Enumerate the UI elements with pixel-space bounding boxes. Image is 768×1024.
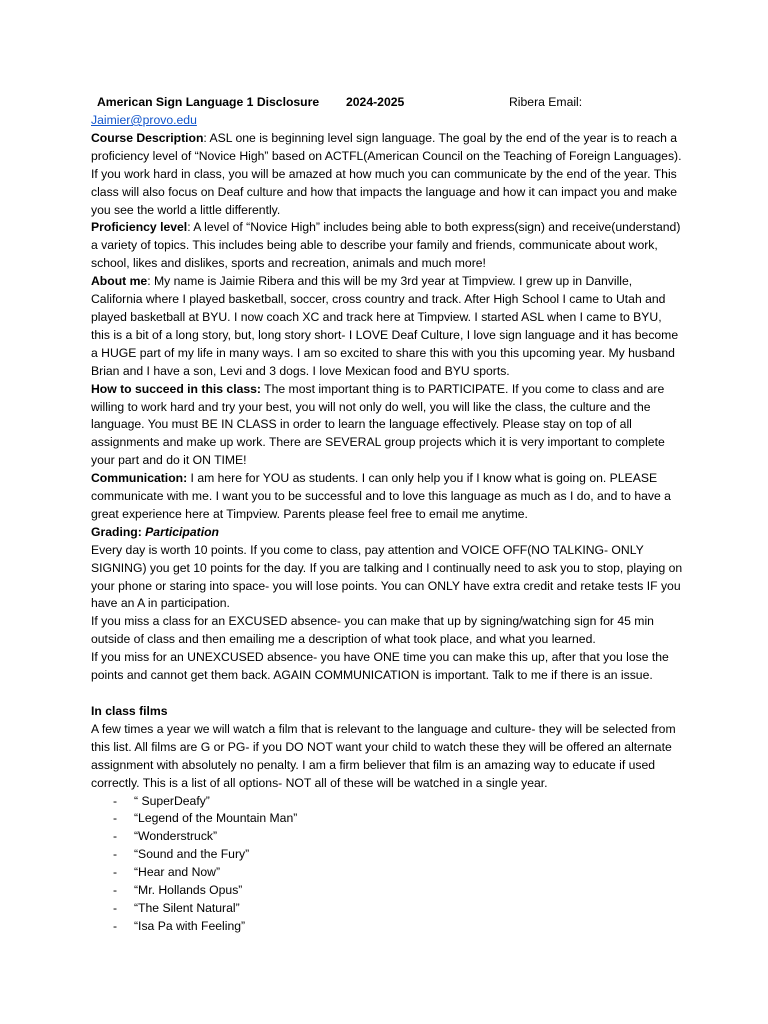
teacher-email-label: Ribera Email: [509,95,583,109]
grading-label: Grading: [91,524,142,539]
communication-text: I am here for YOU as students. I can only help you if I know what is going on. PLEASE communicate with me. I want you to be successful and to love this language as much as I do, and to have a great experience here at Timpview. Parents please feel free to email me anytime. [91,471,671,521]
course-title: American Sign Language 1 Disclosure [97,95,320,109]
film-title: “Isa Pa with Feeling” [134,918,246,933]
about-me-text: : My name is Jaimie Ribera and this will be my 3rd year at Timpview. I grew up in Danville, California where I played basketball, soccer, cross country and track. After High School I came to Utah and played basketball at BYU. I now coach XC and track here at Timpview. I started ASL when I came to BYU, this is a bit of a long story, but, long story short- I LOVE Deaf Culture, I love sign language and it has become a HUGE part of my life in many ways. I am so excited to share this with you this upcoming year. My husband Brian and I have a son, Levi and 3 dogs. I love Mexican food and BYU sports. [91,274,679,378]
grading-subheading: Participation [145,524,219,539]
bullet-dash: - [113,793,118,808]
proficiency-label: Proficiency level [91,220,188,235]
film-title: “ SuperDeafy” [134,793,210,808]
document-body [91,94,683,936]
list-item [91,828,683,846]
list-item [91,864,683,882]
school-year: 2024-2025 [346,95,405,109]
films-intro: A few times a year we will watch a film that is relevant to the language and culture- they will be selected from this list. All films are G or PG- if you DO NOT want your child to watch these they will be offered an alternate assignment with absolutely no penalty. I am a firm believer that film is an amazing way to educate if used correctly. This is a list of all options- NOT all of these will be watched in a single year. [91,721,676,790]
list-item [91,793,683,811]
grading-paragraph-3: If you miss for an UNEXCUSED absence- you have ONE time you can make this up, after that you lose the points and cannot get them back. AGAIN COMMUNICATION is important. Talk to me if there is an issue. [91,650,669,683]
films-title: In class films [91,704,168,718]
bullet-dash: - [113,883,118,898]
course-description-text: : ASL one is beginning level sign language. The goal by the end of the year is to reach a proficiency level of “Novice High” based on ACTFL(American Council on the Teaching of Foreign Languages). If you work hard in class, you will be amazed at how much you can communicate by the end of the year. This class will also focus on Deaf culture and how that impacts the language and how it can impact you and make you see the world a little differently. [91,130,682,217]
list-item [91,810,683,828]
list-item [91,882,683,900]
course-description-paragraph [91,130,683,220]
succeed-text: The most important thing is to PARTICIPATE. If you come to class and are willing to work hard and try your best, you will not only do well, you will like the class, the culture and the language. You must BE IN CLASS in order to learn the language effectively. Please stay on top of all assignments and make up work. There are SEVERAL group projects which it is very important to complete your part and do it ON TIME! [91,381,665,468]
course-description-label: Course Description [91,130,204,145]
film-title: “Sound and the Fury” [134,847,250,862]
bullet-dash: - [113,847,118,862]
list-item [91,918,683,936]
succeed-paragraph [91,381,683,471]
communication-paragraph [91,470,683,524]
film-title: “Wonderstruck” [134,829,218,844]
bullet-dash: - [113,900,118,915]
bullet-dash: - [113,865,118,880]
grading-heading [91,524,683,542]
list-item [91,900,683,918]
bullet-dash: - [113,918,118,933]
bullet-dash: - [113,811,118,826]
grading-paragraph-1: Every day is worth 10 points. If you come to class, pay attention and VOICE OFF(NO TALKING- ONLY SIGNING) you get 10 points for the day. If you are talking and I continually need to ask you to stop, playing on your phone or staring into space- you will lose points. You can ONLY have extra credit and retake tests IF you have an A in participation. [91,542,683,611]
communication-label: Communication: [91,471,188,486]
bullet-dash: - [113,829,118,844]
proficiency-text: : A level of “Novice High” includes being able to both express(sign) and receive(understand) a variety of topics. This includes being able to describe your family and friends, communicate about work, school, likes and dislikes, sports and recreation, animals and much more! [91,220,681,271]
film-list [91,793,683,936]
email-link[interactable]: Jaimier@provo.edu [91,113,197,127]
proficiency-paragraph [91,219,683,273]
list-item [91,846,683,864]
grading-paragraph-2: If you miss a class for an EXCUSED absence- you can make that up by signing/watching sign for 45 min outside of class and then emailing me a description of what took place, and what you learned. [91,614,654,647]
blank-line [91,685,683,703]
film-title: “Legend of the Mountain Man” [134,811,298,826]
about-me-paragraph [91,273,683,380]
document-header [91,94,683,112]
film-title: “Hear and Now” [134,865,221,880]
about-me-label: About me [91,274,148,289]
film-title: “The Silent Natural” [134,900,240,915]
succeed-label: How to succeed in this class: [91,381,261,396]
film-title: “Mr. Hollands Opus” [134,883,243,898]
